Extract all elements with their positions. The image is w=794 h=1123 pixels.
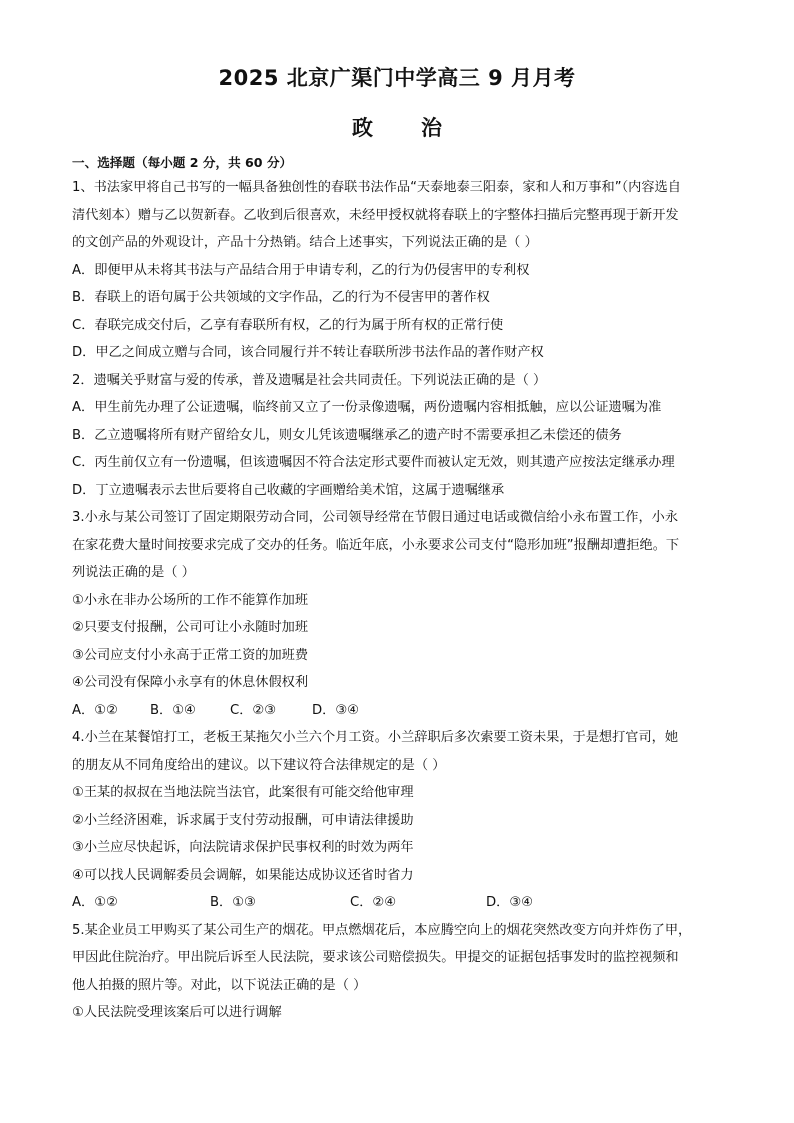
question-stem-line: 2．遗嘱关乎财富与爱的传承，普及遗嘱是社会共同责任。下列说法正确的是（ ） bbox=[72, 372, 547, 388]
statement-1: ①人民法院受理该案后可以进行调解 bbox=[72, 1005, 282, 1020]
question-2 bbox=[72, 367, 732, 505]
option-b: B．春联上的语句属于公共领域的文字作品，乙的行为不侵害甲的著作权 bbox=[72, 290, 490, 305]
question-stem-line: 清代刻本）赠与乙以贺新春。乙收到后很喜欢，未经甲授权就将春联上的字整体扫描后完整再现于新开发 bbox=[72, 207, 679, 223]
question-stem-line: 在家花费大量时间按要求完成了交办的任务。临近年底，小永要求公司支付“隐形加班”报酬却遭拒绝。下 bbox=[72, 537, 680, 553]
question-3 bbox=[72, 504, 732, 724]
answer-option-a: A．①② bbox=[72, 702, 118, 718]
answer-option-d: D．③④ bbox=[312, 702, 359, 718]
question-stem-line: 4.小兰在某餐馆打工，老板王某拖欠小兰六个月工资。小兰辞职后多次索要工资未果，于是想打官司，她 bbox=[72, 730, 679, 745]
statement-4: ④可以找人民调解委员会调解，如果能达成协议还省时省力 bbox=[72, 867, 414, 883]
question-stem-line: 的朋友从不同角度给出的建议。以下建议符合法律规定的是（ ） bbox=[72, 757, 446, 773]
statement-1: ①王某的叔叔在当地法院当法官，此案很有可能交给他审理 bbox=[72, 785, 414, 800]
exam-title: 2025 北京广渠门中学高三 9 月月考 bbox=[218, 66, 576, 90]
option-a: A．甲生前先办理了公证遗嘱，临终前又立了一份录像遗嘱，两份遗嘱内容相抵触，应以公证遗嘱为准 bbox=[72, 400, 662, 415]
subject-char-2: 治 bbox=[421, 116, 442, 140]
question-stem-line: 5.某企业员工甲购买了某公司生产的烟花。甲点燃烟花后，本应腾空向上的烟花突然改变方向并炸伤了甲， bbox=[72, 922, 692, 938]
question-4 bbox=[72, 724, 732, 917]
question-stem-line: 列说法正确的是（ ） bbox=[72, 565, 195, 580]
statement-2: ②只要支付报酬，公司可让小永随时加班 bbox=[72, 620, 309, 635]
option-c: C．丙生前仅立有一份遗嘱，但该遗嘱因不符合法定形式要件而被认定无效，则其遗产应按法定继承办理 bbox=[72, 455, 675, 470]
question-stem-line: 他人拍摄的照片等。对此，以下说法正确的是（ ） bbox=[72, 977, 367, 993]
question-stem-line: 甲因此住院治疗。甲出院后诉至人民法院，要求该公司赔偿损失。甲提交的证据包括事发时的监控视频和 bbox=[72, 950, 679, 965]
answer-option-b: B．①③ bbox=[210, 895, 256, 910]
answer-option-d: D．③④ bbox=[486, 895, 533, 910]
question-content bbox=[72, 152, 732, 1027]
option-c: C．春联完成交付后，乙享有春联所有权，乙的行为属于所有权的正常行使 bbox=[72, 317, 504, 333]
statement-3: ③公司应支付小永高于正常工资的加班费 bbox=[72, 647, 309, 663]
answer-options-row bbox=[72, 889, 732, 917]
answer-option-c: C．②③ bbox=[230, 702, 277, 718]
answer-option-b: B．①④ bbox=[150, 702, 196, 718]
question-stem-line: 的文创产品的外观设计，产品十分热销。结合上述事实，下列说法正确的是（ ） bbox=[72, 235, 538, 250]
question-stem-line: 1、书法家甲将自己书写的一幅具备独创性的春联书法作品“天泰地泰三阳泰，家和人和万事和”（内容选自 bbox=[72, 180, 681, 195]
option-d: D．丁立遗嘱表示去世后要将自己收藏的字画赠给美术馆，这属于遗嘱继承 bbox=[72, 482, 505, 498]
answer-options-row bbox=[72, 697, 732, 725]
option-a: A．即便甲从未将其书法与产品结合用于申请专利，乙的行为仍侵害甲的专利权 bbox=[72, 262, 530, 278]
answer-option-c: C．②④ bbox=[350, 895, 397, 910]
subject-char-1: 政 bbox=[352, 116, 373, 140]
statement-1: ①小永在非办公场所的工作不能算作加班 bbox=[72, 592, 309, 608]
answer-option-a: A．①② bbox=[72, 895, 118, 910]
subject-heading bbox=[0, 112, 794, 142]
section-heading: 一、选择题（每小题 2 分，共 60 分） bbox=[72, 155, 293, 170]
statement-3: ③小兰应尽快起诉，向法院请求保护民事权利的时效为两年 bbox=[72, 840, 414, 855]
statement-2: ②小兰经济困难，诉求属于支付劳动报酬，可申请法律援助 bbox=[72, 812, 414, 828]
question-stem-line: 3.小永与某公司签订了固定期限劳动合同，公司领导经常在节假日通过电话或微信给小永布置工作，小永 bbox=[72, 510, 679, 525]
question-1 bbox=[72, 174, 732, 367]
option-d: D．甲乙之间成立赠与合同，该合同履行并不转让春联所涉书法作品的著作财产权 bbox=[72, 345, 544, 360]
option-b: B．乙立遗嘱将所有财产留给女儿，则女儿凭该遗嘱继承乙的遗产时不需要承担乙未偿还的债务 bbox=[72, 427, 622, 443]
question-5 bbox=[72, 917, 732, 1027]
statement-4: ④公司没有保障小永享有的休息休假权利 bbox=[72, 675, 309, 690]
